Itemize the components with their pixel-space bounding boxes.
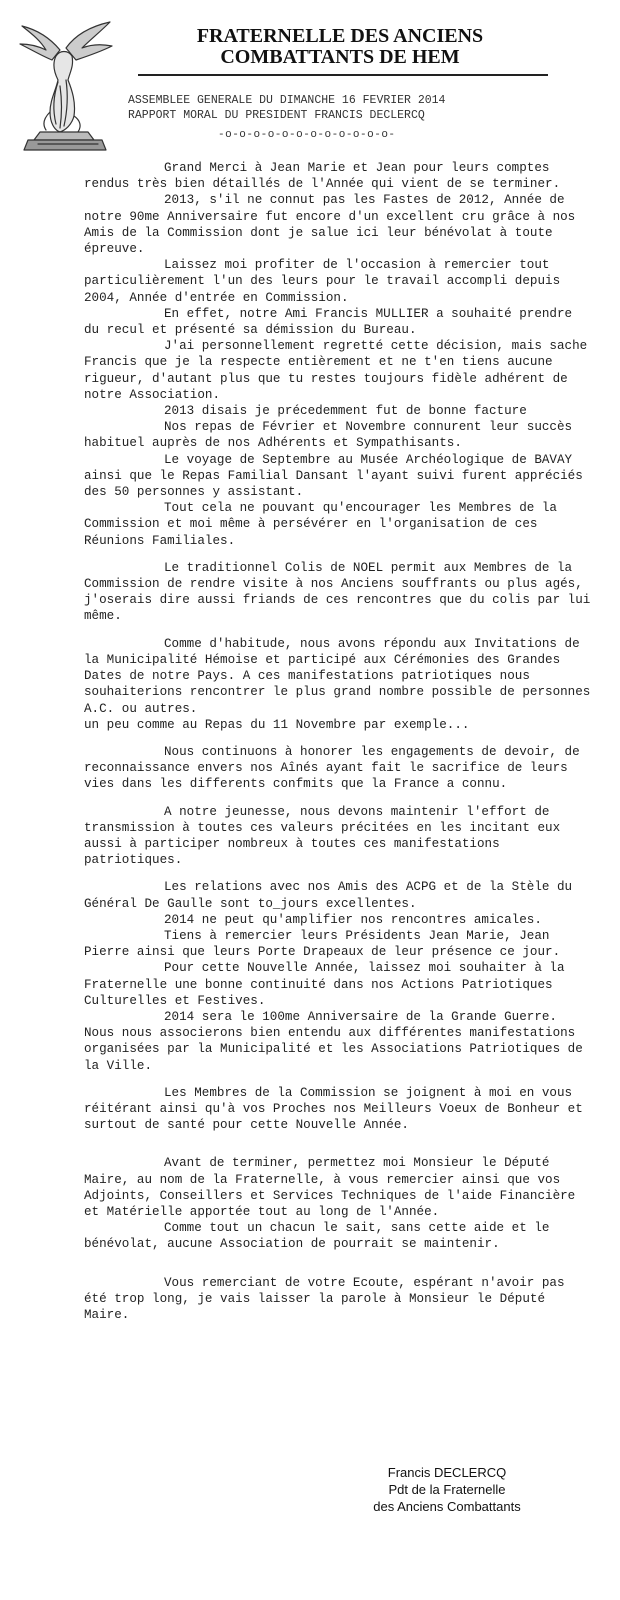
report-body <box>84 160 592 1323</box>
paragraph: Nous nous associerons bien entendu aux différentes manifestations organisées par la Municipalité et les Associations Patriotiques de la Ville. <box>84 1026 583 1073</box>
meeting-title: ASSEMBLEE GENERALE DU DIMANCHE 16 FEVRIER 2014 <box>128 94 446 107</box>
signer-name: Francis DECLERCQ <box>387 1465 507 1480</box>
paragraph: Comme tout un chacun le sait, sans cette aide et le bénévolat, aucune Association de pourrait se maintenir. <box>84 1221 550 1252</box>
paragraph: 2014 ne peut qu'amplifier nos rencontres amicales. <box>164 912 542 927</box>
paragraph: 2013 disais je précedemment fut de bonne facture <box>164 404 527 419</box>
paragraph: Le voyage de Septembre au Musée Archéologique de BAVAY ainsi que le Repas Familial Dansant l'ayant suivi furent appréciés des 50 personnes y assistant. <box>84 452 583 500</box>
title-line-2: COMBATTANTS DE HEM <box>220 46 460 68</box>
paragraph: Vous remerciant de votre Ecoute, espérant n'avoir pas été trop long, je vais laisser la parole à Monsieur le Député Maire. <box>84 1275 565 1322</box>
signature-block <box>362 1464 532 1515</box>
paragraph: Le traditionnel Colis de NOEL permit aux Membres de la Commission de rendre visite à nos Anciens souffrants ou plus agés, j'oserais dire aussi friands de ces rencontres que du colis par lui même. <box>84 560 591 624</box>
signer-organization: des Anciens Combattants <box>373 1499 521 1514</box>
paragraph: Pour cette Nouvelle Année, laissez moi souhaiter à la Fraternelle une bonne continuité dans nos Actions Patriotiques Culturelles et Festives. <box>84 961 565 1008</box>
paragraph: Les Membres de la Commission se joignent à moi en vous réitérant ainsi qu'à vos Proches nos Meilleurs Voeux de Bonheur et surtout de santé pour cette Nouvelle Année. <box>84 1085 583 1133</box>
paragraph: Nous continuons à honorer les engagements de devoir, de reconnaissance envers nos Aînés ayant fait le sacrifice de leurs vies dans les differents confmits que la France a connu. <box>84 744 580 792</box>
paragraph: A notre jeunesse, nous devons maintenir l'effort de transmission à toutes ces valeurs précitées en les incitant eux aussi à participer nombreux à toutes ces manifestations patriotiques. <box>84 804 561 868</box>
paragraph: 2013, s'il ne connut pas les Fastes de 2012, Année de notre 90me Anniversaire fut encore d'un excellent cru grâce à nos Amis de la Commission dont je salue ici leur bénévolat à toute épreuve. <box>84 193 576 257</box>
title-line-1: FRATERNELLE DES ANCIENS <box>196 25 484 47</box>
paragraph: un peu comme au Repas du 11 Novembre par exemple... <box>84 717 470 732</box>
paragraph: 2014 sera le 100me Anniversaire de la Grande Guerre. <box>164 1009 557 1024</box>
paragraph: Tout cela ne pouvant qu'encourager les Membres de la Commission et moi même à persévérer en l'organisation de ces Réunions Familiales. <box>84 501 557 548</box>
paragraph: Tiens à remercier leurs Présidents Jean Marie, Jean Pierre ainsi que leurs Porte Drapeaux de leur présence ce jour. <box>84 928 561 960</box>
separator: -o-o-o-o-o-o-o-o-o-o-o-o- <box>218 129 396 141</box>
paragraph: En effet, notre Ami Francis MULLIER a souhaité prendre du recul et présenté sa démission du Bureau. <box>84 306 573 338</box>
paragraph: J'ai personnellement regretté cette décision, mais sache Francis que je la respecte entièrement et ne t'en tiens aucune rigueur, d'autant plus que tu restes toujours fidèle adhérent de notre Association. <box>84 339 588 402</box>
paragraph: Laissez moi profiter de l'occasion à remercier tout particulièrement l'un des leurs pour le travail accompli depuis 2004, Année d'entrée en Commission. <box>84 258 561 305</box>
paragraph: Nos repas de Février et Novembre connurent leur succès habituel auprès de nos Adhérents et Sympathisants. <box>84 420 573 451</box>
report-title: RAPPORT MORAL DU PRESIDENT FRANCIS DECLERCQ <box>128 109 425 122</box>
paragraph: Les relations avec nos Amis des ACPG et de la Stèle du Général De Gaulle sont to_jours excellentes. <box>84 880 573 911</box>
paragraph: Avant de terminer, permettez moi Monsieur le Député Maire, au nom de la Fraternelle, à vous remercier ainsi que vos Adjoints, Conseillers et Services Techniques de l'aide Financière et Matérielle apportée tout au long de l'Année. <box>84 1156 576 1219</box>
winged-victory-statue-logo <box>10 20 118 154</box>
title-underline <box>138 74 548 76</box>
association-title <box>130 26 550 68</box>
signer-role: Pdt de la Fraternelle <box>388 1482 506 1497</box>
paragraph: Comme d'habitude, nous avons répondu aux Invitations de la Municipalité Hémoise et participé aux Cérémonies des Grandes Dates de notre Pays. A ces manifestations patriotiques nous souhaiterions rencontrer le plus grand nombre possible de personnes A.C. ou autres. <box>84 636 591 716</box>
paragraph: Grand Merci à Jean Marie et Jean pour leurs comptes rendus très bien détaillés de l'Année qui vient de se terminer. <box>84 161 561 192</box>
